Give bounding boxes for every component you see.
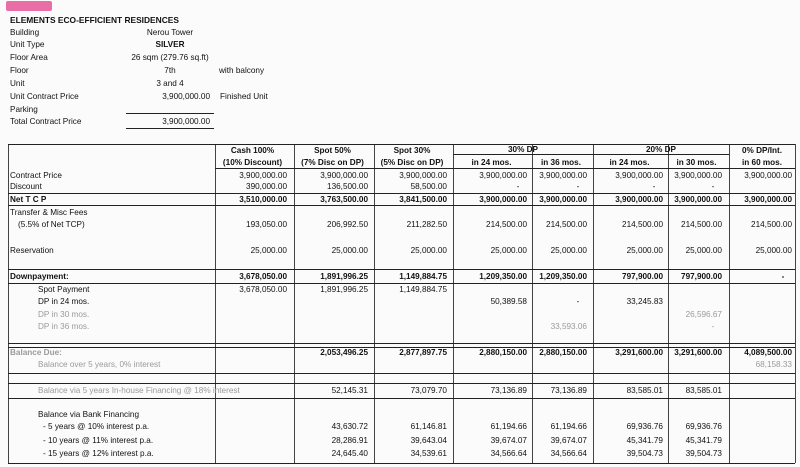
row-label: - 5 years @ 10% interest p.a. <box>43 422 150 431</box>
row-label: - 15 years @ 12% interest p.a. <box>43 449 154 458</box>
table-cell: 3,291,600.00 <box>615 348 663 357</box>
table-cell: 39,504.73 <box>685 449 722 458</box>
table-cell: 25,000.00 <box>410 246 447 255</box>
column-rule <box>729 144 730 463</box>
logo-badge <box>6 1 52 11</box>
table-cell: 3,900,000.00 <box>479 171 527 180</box>
table-cell: 34,566.64 <box>550 449 587 458</box>
table-cell: 3,900,000.00 <box>239 171 287 180</box>
table-cell: - <box>781 272 785 281</box>
table-cell: 136,500.00 <box>327 182 368 191</box>
column-header: (7% Disc on DP) <box>301 158 364 167</box>
detail-label: Parking <box>10 105 38 114</box>
table-cell: 1,891,996.25 <box>320 272 368 281</box>
detail-value: 3,900,000.00 <box>162 92 210 101</box>
table-cell: 797,900.00 <box>622 272 663 281</box>
table-cell: 45,341.79 <box>685 436 722 445</box>
table-cell: 45,341.79 <box>626 436 663 445</box>
table-cell: - <box>576 182 580 191</box>
column-header: (10% Discount) <box>222 158 283 167</box>
table-cell: 73,079.70 <box>410 386 447 395</box>
row-rule <box>8 269 795 270</box>
table-cell: - <box>516 182 520 191</box>
table-cell: 2,880,150.00 <box>479 348 527 357</box>
row-rule <box>593 154 729 155</box>
table-cell: 34,539.61 <box>410 449 447 458</box>
table-cell: 3,678,050.00 <box>239 285 287 294</box>
table-cell: 1,209,350.00 <box>539 272 587 281</box>
table-cell: 50,389.58 <box>490 297 527 306</box>
table-cell: 61,194.66 <box>490 422 527 431</box>
detail-label: Unit Contract Price <box>10 92 79 101</box>
row-rule <box>8 205 795 206</box>
column-header: 0% DP/Int. <box>741 146 783 155</box>
table-cell: 39,504.73 <box>626 449 663 458</box>
row-rule <box>453 154 593 155</box>
row-label: Balance over 5 years, 0% interest <box>38 360 161 369</box>
table-cell: - <box>652 182 656 191</box>
row-rule <box>8 193 795 194</box>
column-rule <box>294 144 295 463</box>
table-cell: 68,158.33 <box>755 360 792 369</box>
table-cell: 39,674.07 <box>550 436 587 445</box>
detail-value: Nerou Tower <box>146 28 194 37</box>
column-header: Spot 30% <box>393 146 431 155</box>
table-cell: 3,900,000.00 <box>744 171 792 180</box>
table-cell: 211,282.50 <box>406 220 447 229</box>
row-label: Net T C P <box>10 195 47 204</box>
table-cell: 214,500.00 <box>751 220 792 229</box>
column-header: in 60 mos. <box>741 158 783 167</box>
column-rule <box>8 144 9 463</box>
table-cell: 61,146.81 <box>410 422 447 431</box>
column-rule <box>215 144 216 463</box>
detail-label: Unit <box>10 79 25 88</box>
row-rule <box>8 373 795 374</box>
row-label: Contract Price <box>10 171 62 180</box>
column-rule <box>668 144 669 463</box>
table-cell: 214,500.00 <box>681 220 722 229</box>
table-cell: 39,643.04 <box>410 436 447 445</box>
table-cell: 3,900,000.00 <box>479 195 527 204</box>
table-cell: 73,136.89 <box>550 386 587 395</box>
table-cell: 2,877,897.75 <box>399 348 447 357</box>
table-cell: 25,000.00 <box>755 246 792 255</box>
table-cell: 2,053,496.25 <box>320 348 368 357</box>
row-label: DP in 24 mos. <box>38 297 90 306</box>
row-label: Downpayment: <box>10 272 69 281</box>
table-cell: 214,500.00 <box>486 220 527 229</box>
row-label: Discount <box>10 182 42 191</box>
row-rule <box>8 283 795 284</box>
table-cell: 43,630.72 <box>331 422 368 431</box>
row-label: - 10 years @ 11% interest p.a. <box>43 436 154 445</box>
detail-label: Unit Type <box>10 40 45 49</box>
detail-value: 7th <box>164 66 176 75</box>
table-cell: 3,900,000.00 <box>744 195 792 204</box>
table-cell: 73,136.89 <box>490 386 527 395</box>
row-label: Balance via Bank Financing <box>38 410 140 419</box>
row-label: Balance via 5 years In-house Financing @ 18% interest <box>38 386 240 395</box>
table-cell: 69,936.76 <box>626 422 663 431</box>
table-cell: 3,900,000.00 <box>615 195 663 204</box>
column-header: in 30 mos. <box>676 158 717 167</box>
table-cell: 3,900,000.00 <box>674 171 722 180</box>
table-cell: 214,500.00 <box>546 220 587 229</box>
column-rule <box>795 144 796 463</box>
row-label: Balance Due: <box>10 348 62 357</box>
page-title: ELEMENTS ECO-EFFICIENT RESIDENCES <box>10 15 179 25</box>
table-cell: 25,000.00 <box>331 246 368 255</box>
table-cell: 34,566.64 <box>490 449 527 458</box>
table-cell: - <box>576 297 580 306</box>
group-header: 20% DP <box>645 145 677 154</box>
total-rule <box>126 128 214 129</box>
table-cell: 3,291,600.00 <box>674 348 722 357</box>
table-cell: - <box>711 182 715 191</box>
table-cell: 61,194.66 <box>550 422 587 431</box>
column-header: in 24 mos. <box>471 158 512 167</box>
table-cell: 3,678,050.00 <box>239 272 287 281</box>
row-label: DP in 36 mos. <box>38 322 90 331</box>
table-cell: 25,000.00 <box>550 246 587 255</box>
row-rule <box>8 463 795 464</box>
table-cell: 52,145.31 <box>331 386 368 395</box>
detail-label: Floor <box>10 66 29 75</box>
total-rule <box>126 113 214 114</box>
row-label: Spot Payment <box>38 285 90 294</box>
table-cell: 28,286.91 <box>331 436 368 445</box>
column-header: in 36 mos. <box>540 158 582 167</box>
table-cell: 25,000.00 <box>490 246 527 255</box>
table-cell: 1,149,884.75 <box>399 272 447 281</box>
table-cell: 1,209,350.00 <box>479 272 527 281</box>
row-rule <box>8 398 795 399</box>
detail-label: Total Contract Price <box>10 117 82 126</box>
table-cell: 25,000.00 <box>250 246 287 255</box>
table-cell: 1,149,884.75 <box>399 285 447 294</box>
row-rule <box>8 343 795 344</box>
table-cell: 39,674.07 <box>490 436 527 445</box>
table-cell: 69,936.76 <box>685 422 722 431</box>
table-cell: 1,891,996.25 <box>320 285 368 294</box>
table-cell: 33,593.06 <box>550 322 587 331</box>
column-rule <box>532 144 533 463</box>
table-cell: 25,000.00 <box>626 246 663 255</box>
column-header: Spot 50% <box>314 146 351 155</box>
table-cell: 390,000.00 <box>246 182 287 191</box>
row-rule <box>215 168 795 169</box>
table-cell: 26,596.67 <box>685 310 722 319</box>
row-label: Transfer & Misc Fees <box>10 208 88 217</box>
group-header: 30% DP <box>507 145 539 154</box>
table-cell: 206,992.50 <box>327 220 368 229</box>
table-cell: 214,500.00 <box>622 220 663 229</box>
detail-label: Floor Area <box>10 53 48 62</box>
table-cell: 25,000.00 <box>685 246 722 255</box>
table-cell: 3,510,000.00 <box>239 195 287 204</box>
column-header: Cash 100% <box>230 146 275 155</box>
table-cell: 3,900,000.00 <box>674 195 722 204</box>
table-cell: 3,900,000.00 <box>320 171 368 180</box>
table-cell: 4,089,500.00 <box>744 348 792 357</box>
row-label: DP in 30 mos. <box>38 310 90 319</box>
table-cell: 3,900,000.00 <box>399 171 447 180</box>
detail-value: 3,900,000.00 <box>162 117 210 126</box>
detail-label: Building <box>10 28 40 37</box>
table-cell: 83,585.01 <box>685 386 722 395</box>
table-cell: 3,900,000.00 <box>539 171 587 180</box>
table-cell: 3,841,500.00 <box>399 195 447 204</box>
column-header: in 24 mos. <box>609 158 650 167</box>
detail-note: Finished Unit <box>220 92 268 101</box>
table-cell: 193,050.00 <box>246 220 287 229</box>
column-rule <box>374 144 375 463</box>
row-label: (5.5% of Net TCP) <box>18 220 85 229</box>
table-cell: 33,245.83 <box>626 297 663 306</box>
detail-value: 26 sqm (279.76 sq.ft) <box>131 53 209 62</box>
row-rule <box>8 383 795 384</box>
table-cell: 83,585.01 <box>626 386 663 395</box>
table-cell: 3,900,000.00 <box>615 171 663 180</box>
detail-note: with balcony <box>219 66 265 75</box>
detail-value: 3 and 4 <box>156 79 184 88</box>
detail-value: SILVER <box>155 40 185 49</box>
table-cell: - <box>711 322 715 331</box>
table-cell: 24,645.40 <box>331 449 368 458</box>
table-cell: 2,880,150.00 <box>539 348 587 357</box>
table-cell: 58,500.00 <box>410 182 447 191</box>
column-header: (5% Disc on DP) <box>380 158 444 167</box>
table-cell: 797,900.00 <box>681 272 722 281</box>
row-label: Reservation <box>10 246 54 255</box>
table-cell: 3,900,000.00 <box>539 195 587 204</box>
table-cell: 3,763,500.00 <box>320 195 368 204</box>
